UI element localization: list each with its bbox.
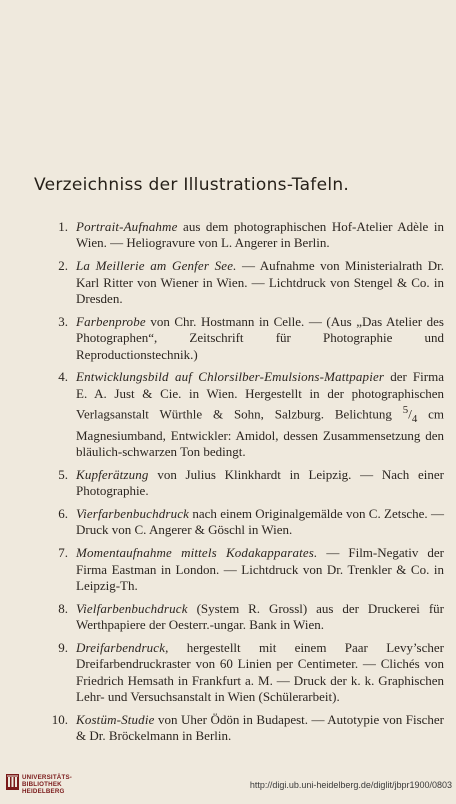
list-item	[30, 545, 444, 594]
entry-text: Vierfarbenbuchdruck nach einem Originalgemälde von C. Zetsche. — Druck von C. Angerer & Göschl in Wien.	[76, 505, 444, 538]
entry-number: 4.	[58, 369, 68, 385]
list-item	[30, 219, 444, 252]
page-title: Verzeichniss der Illustrations-Tafeln.	[34, 175, 350, 195]
entry-text: Farbenprobe von Chr. Hostmann in Celle. — (Aus „Das Atelier des Photographen“, Zeitschrift für Photographie und Reproductionstechnik.)	[76, 313, 444, 362]
entry-number: 3.	[58, 313, 68, 329]
list-item	[30, 314, 444, 363]
entry-text: Kostüm-Studie von Uher Ödön in Budapest. — Autotypie von Fischer & Dr. Bröckelmann in Berlin.	[76, 712, 444, 744]
entry-text: Kupferätzung von Julius Klinkhardt in Leipzig. — Nach einer Photographie.	[76, 466, 444, 499]
list-item	[30, 258, 444, 307]
entry-text: Portrait-Aufnahme aus dem photographischen Hof-Atelier Adèle in Wien. — Heliogravure von L. Angerer in Berlin.	[76, 219, 444, 251]
list-item	[30, 467, 444, 500]
illustrations-list	[30, 219, 444, 751]
library-name-line: HEIDELBERG	[22, 788, 65, 795]
entry-number: 6.	[58, 505, 68, 521]
list-item	[30, 506, 444, 539]
entry-text: La Meillerie am Genfer See. — Aufnahme von Ministerialrath Dr. Karl Ritter von Wiener in Wien. — Lichtdruck von Stengel & Co. in Dresden.	[76, 258, 444, 307]
entry-number: 8.	[58, 600, 68, 616]
library-name-line: UNIVERSITÄTS-	[22, 774, 73, 781]
entry-number: 5.	[58, 466, 68, 482]
entry-text: Dreifarbendruck, hergestellt mit einem Paar Levy’scher Dreifarbendruckraster von 60 Linien per Centimeter. — Clichés von Friedrich Hemsath in Frankfurt a. M. — Druck der k. k. Graphischen Lehr- und Versuchsanstalt in Wien (Schülerarbeit).	[76, 639, 444, 705]
entry-number: 9.	[58, 639, 68, 655]
entry-number: 2.	[58, 258, 68, 274]
entry-number: 7.	[58, 545, 68, 561]
library-logo-icon	[6, 774, 19, 790]
list-item	[30, 369, 444, 460]
list-item	[30, 640, 444, 706]
source-url-link[interactable]: http://digi.ub.uni-heidelberg.de/diglit/jbpr1900/0803	[249, 780, 452, 790]
entry-text: Momentaufnahme mittels Kodakapparates. — Film-Negativ der Firma Eastman in London. — Lichtdruck von Dr. Trenkler & Co. in Leipzig-Th.	[76, 545, 444, 593]
library-name-line: BIBLIOTHEK	[22, 781, 62, 788]
entry-number: 10.	[51, 712, 68, 727]
entry-text: Vielfarbenbuchdruck (System R. Grossl) aus der Druckerei für Werthpapiere der Oesterr.-ungar. Bank in Wien.	[76, 600, 444, 633]
list-item	[30, 601, 444, 634]
list-item	[30, 712, 444, 745]
library-name	[22, 774, 72, 795]
entry-text: Entwicklungsbild auf Chlorsilber-Emulsions-Mattpapier der Firma E. A. Just & Cie. in Wien. Hergestellt in der photographischen Verlagsanstalt Würthle & Sohn, Salzburg. Belichtung $^5/_4$ cm Magnesiumband, Entwickler: Amidol, dessen Zusammensetzung den bläulich-schwarzen Ton bedingt.	[76, 369, 444, 459]
entry-number: 1.	[58, 219, 68, 234]
